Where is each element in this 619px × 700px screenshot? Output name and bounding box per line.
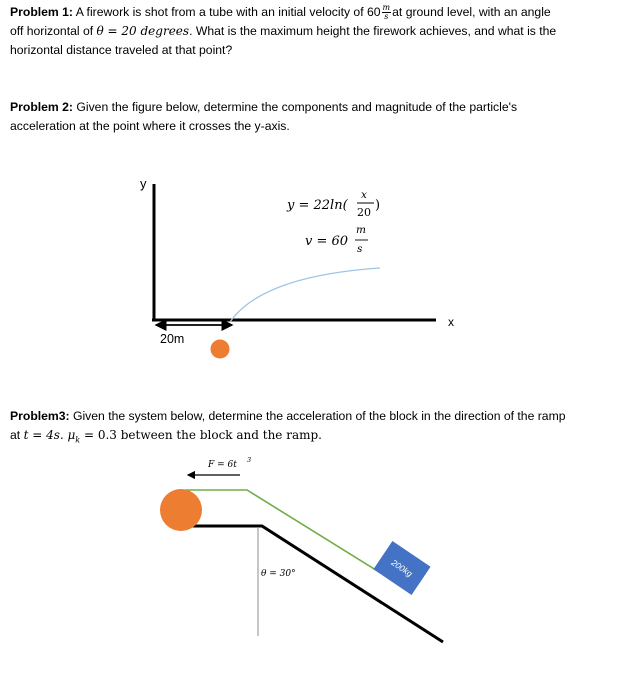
x-axis-label: x: [448, 315, 454, 329]
angle-label: θ = 30°: [261, 569, 296, 579]
distance-label: 20m: [160, 332, 185, 346]
problem-3-text-b-suffix: = 0.3 between the block and the ramp.: [80, 428, 322, 442]
problem-3-time-mu: t = 4s. μ: [23, 428, 76, 442]
v-equation-prefix: v = 60: [305, 234, 349, 249]
problem-1-theta: θ = 20 degrees: [96, 24, 190, 38]
problem-2-label: Problem 2:: [10, 100, 73, 114]
y-axis-label: y: [140, 176, 147, 191]
pulley: [160, 489, 202, 531]
block-label: 200kg: [389, 557, 415, 579]
problem-3-label: Problem3:: [10, 409, 70, 423]
block: [373, 541, 430, 595]
rope: [186, 490, 384, 575]
problem-1-label: Problem 1:: [10, 5, 73, 19]
y-equation-suffix: ): [375, 198, 381, 213]
y-equation-denominator: 20: [357, 206, 371, 219]
problem-2-line-2: acceleration at the point where it crosses the y-axis.: [10, 119, 290, 133]
problem-1-text-b: at ground level, with an angle: [392, 5, 551, 19]
problem-1-text-a: A firework is shot from a tube with an initial velocity of 60: [73, 5, 381, 19]
problem-1-line-3: horizontal distance traveled at that point?: [10, 43, 233, 57]
velocity-unit-numerator: m: [382, 3, 391, 13]
v-equation-denominator: s: [357, 243, 363, 255]
y-equation-numerator: x: [361, 189, 367, 201]
force-exponent: 3: [247, 456, 252, 464]
problem-3-mu-subscript: k: [75, 435, 81, 445]
y-equation-prefix: y = 22ln(: [287, 198, 348, 213]
v-equation-numerator: m: [356, 224, 366, 236]
problem-1-text-d: . What is the maximum height the firework achieves, and what is the: [189, 24, 557, 38]
force-label: F = 6t: [208, 460, 237, 470]
problem-2-text-a: Given the figure below, determine the components and magnitude of the particle's: [73, 100, 518, 114]
problem-1-text-c: off horizontal of: [10, 24, 97, 38]
problem-3-text-a: Given the system below, determine the acceleration of the block in the direction of the ramp: [69, 409, 566, 423]
velocity-unit-denominator: s: [384, 12, 389, 22]
problem-3-text-b-prefix: at: [10, 428, 24, 442]
